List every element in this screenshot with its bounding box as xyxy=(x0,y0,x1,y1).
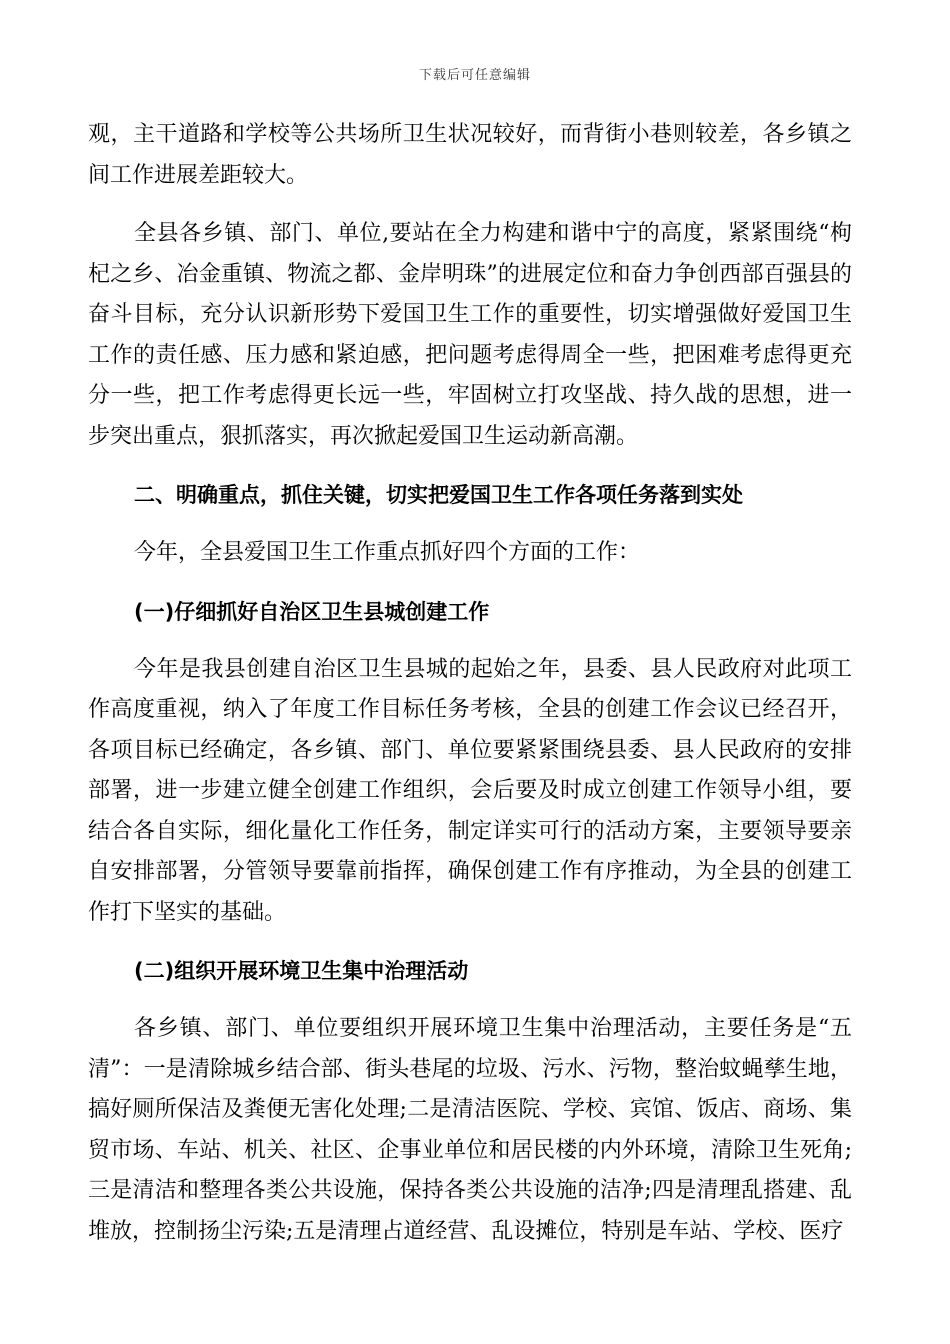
page-header-note: 下载后可任意编辑 xyxy=(418,68,531,83)
paragraph-importance: 全县各乡镇、部门、单位,要站在全力构建和谐中宁的高度，紧紧围绕“枸杞之乡、冶金重镇、物流之都、金岸明珠”的进展定位和奋力争创西部百强县的奋斗目标，充分认识新形势下爱国卫生工作的重要性，切实增强做好爱国卫生工作的责任感、压力感和紧迫感，把问题考虑得周全一些，把困难考虑得更充分一些，把工作考虑得更长远一些，牢固树立打攻坚战、持久战的思想，进一步突出重点，狠抓落实，再次掀起爱国卫生运动新高潮。 xyxy=(88,221,852,449)
document-body xyxy=(88,115,852,1270)
subsection-heading-2: (二)组织开展环境卫生集中治理活动 xyxy=(134,959,469,983)
paragraph-environment-cleanup: 各乡镇、部门、单位要组织开展环境卫生集中治理活动，主要任务是“五清”：一是清除城乡结合部、街头巷尾的垃圾、污水、污物，整治蚊蝇孳生地，搞好厕所保洁及粪便无害化处理;二是清洁医院、学校、宾馆、饭店、商场、集贸市场、车站、机关、社区、企事业单位和居民楼的内外环境，清除卫生死角;三是清洁和整理各类公共设施，保持各类公共设施的洁净;四是清理乱搭建、乱堆放，控制扬尘污染;五是清理占道经营、乱设摊位，特别是车站、学校、医疗 xyxy=(88,1016,852,1244)
section-heading-2: 二、明确重点，抓住关键，切实把爱国卫生工作各项任务落到实处 xyxy=(134,483,743,507)
paragraph-overview: 今年，全县爱国卫生工作重点抓好四个方面的工作： xyxy=(134,540,641,565)
paragraph-continued: 观，主干道路和学校等公共场所卫生状况较好，而背街小巷则较差，各乡镇之间工作进展差距较大。 xyxy=(88,122,852,188)
subsection-heading-1: (一)仔细抓好自治区卫生县城创建工作 xyxy=(134,599,490,624)
paragraph-county-creation: 今年是我县创建自治区卫生县城的起始之年，县委、县人民政府对此项工作高度重视，纳入了年度工作目标任务考核，全县的创建工作会议已经召开，各项目标已经确定，各乡镇、部门、单位要紧紧围绕县委、县人民政府的安排部署，进一步建立健全创建工作组织，会后要及时成立创建工作领导小组，要结合各自实际，细化量化工作任务，制定详实可行的活动方案，主要领导要亲自安排部署，分管领导要靠前指挥，确保创建工作有序推动，为全县的创建工作打下坚实的基础。 xyxy=(88,656,852,925)
